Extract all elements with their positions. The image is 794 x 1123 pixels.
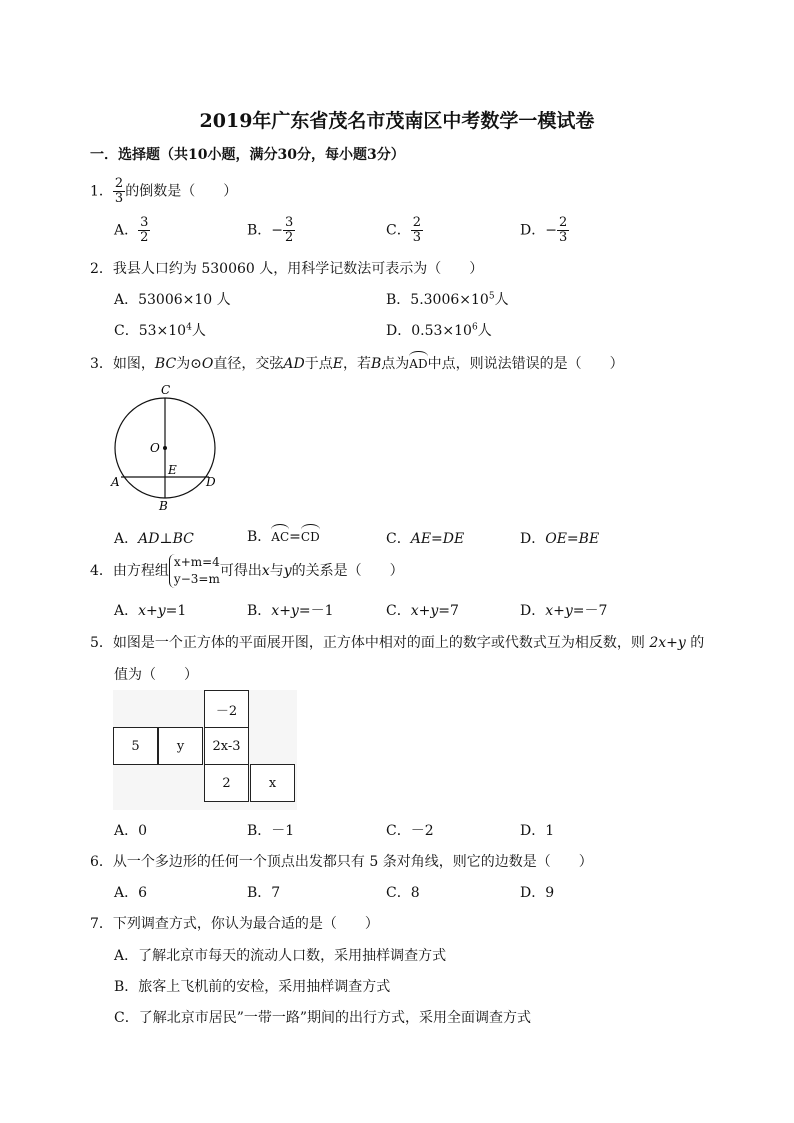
q1-frac-num: 2 [114,176,124,191]
q4-option-b [247,600,333,620]
q3-a-expr: AD⊥BC [138,531,194,547]
q2-option-b [386,289,509,309]
question-3 [90,351,624,373]
label-e: E [168,463,177,477]
net-cell-top: －2 [204,690,249,728]
q3-d-expr: OE=BE [545,531,600,547]
q4-a-expr: x+y [138,603,166,619]
q4-d-rest: =－7 [572,603,608,619]
q5-option-d: D．1 [520,823,555,839]
q2-b-base: B．5.3006×10 [386,292,489,308]
q1-d-den: 3 [558,230,568,245]
q3-post: 中点，则说法错误的是（ ） [427,356,624,372]
q3-option-c [386,528,464,548]
q5-line1-pre: 5．如图是一个正方体的平面展开图，正方体中相对的面上的数字或代数式互为相反数，则 [90,635,650,651]
q2-option-c [114,320,206,340]
q5-line1-post: 的 [685,635,705,651]
net-cell-2: y [158,727,203,765]
q6-option-c: C．8 [386,885,420,901]
q2-d-unit: 人 [477,323,492,339]
net-cell-5: x [250,764,295,802]
q3-option-d [520,528,599,548]
q4-b-label: B． [247,603,272,619]
q4-c-label: C． [386,603,411,619]
q4-c-rest: =7 [438,603,459,619]
net-cell-4: 2 [204,764,249,802]
q1-option-a [114,216,150,245]
q4-a-label: A． [114,603,139,619]
q4-option-d [520,600,607,620]
q4-b-rest: =－1 [298,603,334,619]
q3-b: B [370,356,382,372]
q6-option-d: D．9 [520,885,555,901]
q4-mid: 可得出 [219,563,262,579]
q1-c-label: C． [386,222,411,239]
label-c: C [161,383,171,397]
q1-d-frac [557,216,569,245]
label-a: A [111,475,120,489]
q4-option-c [386,600,459,620]
q1-b-sign: − [271,222,284,239]
q5-option-b: B．－1 [247,823,295,839]
q4-eq2: y−3=m [173,572,220,586]
q7-option-b: B．旅客上飞机前的安检，采用抽样调查方式 [114,979,391,995]
q1-a-frac [138,216,150,245]
q3-mid2: 直径，交弦 [213,356,284,372]
q3-b-arc-cd: CD [301,524,320,544]
q1-c-num: 2 [412,215,421,230]
q4-b-expr: x+y [271,603,299,619]
question-7: 7．下列调查方式，你认为最合适的是（ ） [90,916,379,932]
q4-a-rest: =1 [165,603,187,619]
q1-option-b [247,216,295,245]
q4-c-expr: x+y [410,603,439,619]
section-heading: 一．选择题（共10小题，满分30分，每小题3分） [90,147,405,163]
q3-o: O [201,356,214,372]
q3-mid5: 点为 [381,356,410,372]
q3-mid4: ，若 [342,356,371,372]
q2-b-unit: 人 [494,292,509,308]
question-4 [90,554,404,588]
q3-e: E [332,356,343,372]
q1-fraction [113,177,125,206]
q2-option-d [386,320,492,340]
q1-c-frac [411,216,423,245]
q3-option-b [247,524,320,546]
q6-option-b: B．7 [247,885,281,901]
q5-expr: 2x+y [649,635,686,651]
question-6: 6．从一个多边形的任何一个顶点出发都只有 5 条对角线，则它的边数是（ ） [90,854,593,870]
q3-a-label: A． [114,531,139,547]
q4-d-label: D． [520,603,546,619]
q2-option-a: A．53006×10 人 [114,292,231,308]
q2-b-exp: 5 [488,291,495,302]
q2-c-unit: 人 [191,323,206,339]
q1-option-d [520,216,569,245]
q4-y: y [283,563,292,579]
question-2: 2．我县人口约为 530060 人，用科学记数法可表示为（ ） [90,261,484,277]
q4-x: x [261,563,270,579]
q2-d-exp: 6 [471,322,478,333]
q6-option-a: A．6 [114,885,148,901]
center-point [163,446,167,450]
q4-equation-system [169,554,220,588]
q3-c-expr: AE=DE [410,531,465,547]
q4-post: 的关系是（ ） [291,563,404,579]
q3-b-label: B． [247,529,272,545]
q1-b-frac [283,216,295,245]
net-cell-3: 2x-3 [204,727,249,765]
q3-mid3: 于点 [304,356,333,372]
q1-d-label: D． [520,222,546,239]
q3-option-a [114,528,194,548]
q3-d-label: D． [520,531,546,547]
question-5 [90,632,704,652]
q1-a-num: 3 [140,215,149,230]
q1-frac-den: 3 [114,191,124,206]
q5-cube-net [113,690,297,810]
q1-c-den: 3 [412,230,421,245]
q3-pre: 3．如图， [90,356,155,372]
q3-b-eq: = [289,529,301,545]
q3-mid1: 为⊙ [176,356,202,372]
question-1 [90,177,237,206]
q3-arc-ad: AD [409,351,427,371]
q4-and: 与 [269,563,284,579]
q3-ad: AD [283,356,305,372]
q5-option-c: C．－2 [386,823,434,839]
q2-c-exp: 4 [186,322,192,333]
q1-option-c [386,216,423,245]
q1-b-den: 2 [285,230,294,245]
label-d: D [206,475,216,489]
q4-d-expr: x+y [545,603,573,619]
q1-a-label: A． [114,222,139,239]
net-cell-1: 5 [113,727,158,765]
q2-c-base: C．53×10 [114,323,187,339]
q3-bc: BC [154,356,177,372]
q7-option-a: A．了解北京市每天的流动人口数，采用抽样调查方式 [114,948,447,964]
q4-option-a [114,600,186,620]
q1-d-num: 2 [558,215,568,230]
q2-d-base: D．0.53×10 [386,323,472,339]
q1-d-sign: − [545,222,557,239]
q3-b-arc-ac: AC [271,524,289,544]
q5-option-a: A．0 [114,823,148,839]
q5-line-2: 值为（ ） [114,667,198,683]
q3-circle-figure [108,380,226,512]
page-title: 2019年广东省茂名市茂南区中考数学一模试卷 [199,110,595,132]
q1-text: 的倒数是（ ） [125,183,238,200]
q3-c-label: C． [386,531,411,547]
label-o: O [150,441,160,455]
q1-a-den: 2 [140,230,149,245]
q1-b-label: B． [247,222,272,239]
q1-b-num: 3 [285,215,294,230]
q1-number: 1． [90,183,113,200]
label-b: B [159,499,168,512]
q4-eq1: x+m=4 [173,555,220,569]
q4-pre: 4．由方程组 [90,563,169,579]
q7-option-c: C．了解北京市居民”一带一路”期间的出行方式，采用全面调查方式 [114,1010,532,1026]
